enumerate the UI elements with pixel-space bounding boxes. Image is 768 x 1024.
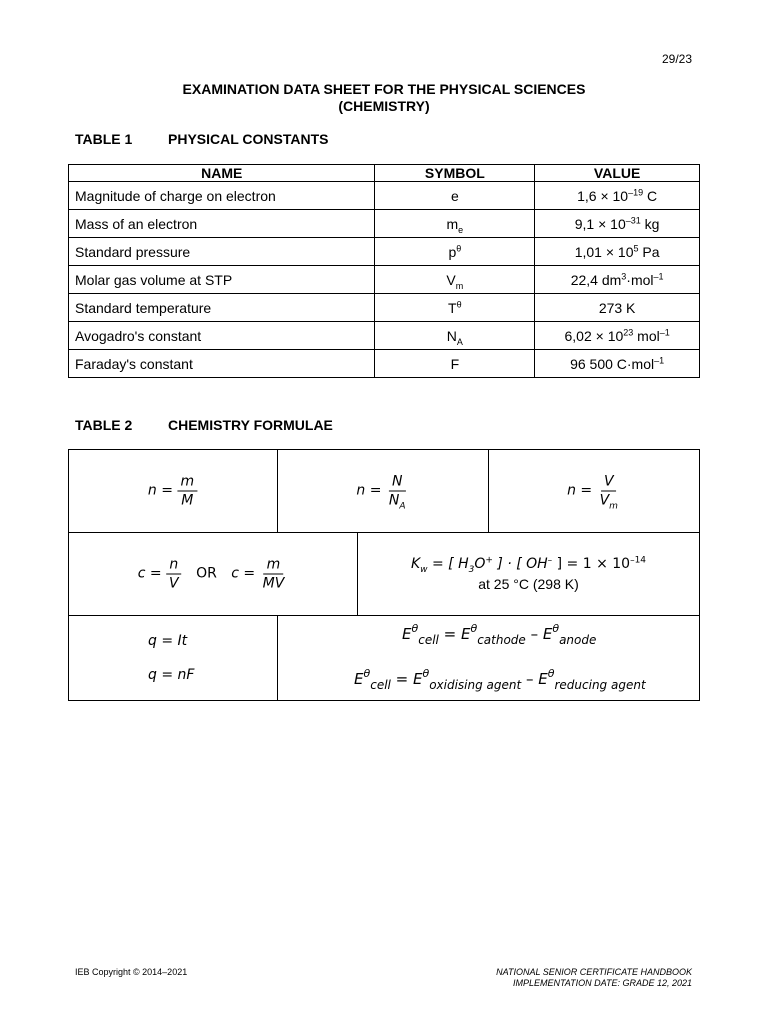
page-number: 29/23: [661, 52, 692, 66]
table2-title: CHEMISTRY FORMULAE: [168, 417, 333, 433]
constant-symbol: $p^\theta$: [375, 238, 535, 266]
table-row: [69, 294, 700, 322]
constant-symbol: $N_A$: [375, 322, 535, 350]
table2-label: TABLE 2: [75, 417, 133, 433]
table-row: [69, 210, 700, 238]
emf-oxidising-reducing: $E^\theta_{cell} = E^\theta_{oxidising agent} - E^\theta_{reducing agent}$: [354, 667, 646, 692]
formula-water-ionisation: $K_w$ = [ $H_3O^+$ ] · [ OH– ] = $1 \times 10^{-14}$ at 25 °C (298 K): [410, 554, 647, 592]
constant-name: Molar gas volume at STP: [69, 266, 375, 294]
constant-name: Avogadro's constant: [69, 322, 375, 350]
constant-symbol: $V_m$: [375, 266, 535, 294]
kw-conditions: at 25 °C (298 K): [478, 575, 579, 592]
column-header-name: NAME: [69, 165, 375, 182]
title-line-2: (CHEMISTRY): [338, 98, 430, 114]
column-header-value: VALUE: [535, 165, 700, 182]
table-row: [69, 182, 700, 210]
table-header-row: [69, 165, 700, 182]
formula-charge: q = It q = nF: [148, 633, 195, 683]
formula-moles-mass: n = $\frac{m}{M}$: [68, 449, 277, 532]
constant-symbol: $m_e$: [375, 210, 535, 238]
table1-label: TABLE 1: [75, 131, 133, 147]
formulae-row-2: [68, 532, 700, 615]
formula-cell-emf: [277, 615, 700, 701]
constant-name: Magnitude of charge on electron: [69, 182, 375, 210]
constant-name: Standard temperature: [69, 294, 375, 322]
constant-value: 273 K: [535, 294, 700, 322]
formula-moles-particles: n = $\frac{N}{N_A}$: [356, 473, 406, 511]
formulae-row-3: [68, 615, 700, 701]
constant-value: 96 500 C·mol$^{-1}$: [535, 350, 700, 378]
constant-value: $1,6 \times 10^{-19}$ C: [535, 182, 700, 210]
table-row: [69, 238, 700, 266]
constant-symbol: e: [375, 182, 535, 210]
constant-name: Faraday's constant: [69, 350, 375, 378]
handbook-footer: NATIONAL SENIOR CERTIFICATE HANDBOOK IMPLEMENTATION DATE: GRADE 12, 2021: [496, 967, 692, 988]
emf-cathode-anode: $E^\theta_{cell} = E^\theta_{cathode} - E^\theta_{anode}$: [402, 622, 597, 647]
table2-heading: [75, 417, 333, 433]
constant-name: Standard pressure: [69, 238, 375, 266]
column-header-symbol: SYMBOL: [375, 165, 535, 182]
copyright-footer: IEB Copyright © 2014–2021: [75, 967, 188, 977]
table1-heading: [75, 131, 329, 147]
table-row: [69, 266, 700, 294]
constant-value: $1,01 \times 10^5$ Pa: [535, 238, 700, 266]
constant-name: Mass of an electron: [69, 210, 375, 238]
formula-concentration: c = $\frac{n}{V}$ OR c = $\frac{m}{MV}$: [137, 556, 285, 591]
formula-moles-volume: n = $\frac{V}{V_m}$: [567, 473, 618, 511]
constant-symbol: $T^\theta$: [375, 294, 535, 322]
constant-value: $6,02 \times 10^{23}$ mol$^{-1}$: [535, 322, 700, 350]
constant-value: 22,4 $dm^3\cdot mol^{-1}$: [535, 266, 700, 294]
formulae-row-1: [68, 449, 700, 532]
constant-symbol: F: [375, 350, 535, 378]
table-row: [69, 322, 700, 350]
table-row: [69, 350, 700, 378]
page-title: [0, 81, 768, 115]
physical-constants-table: [68, 164, 700, 378]
table1-title: PHYSICAL CONSTANTS: [168, 131, 329, 147]
title-line-1: EXAMINATION DATA SHEET FOR THE PHYSICAL SCIENCES: [182, 81, 586, 97]
constant-value: $9,1 \times 10^{-31}$ kg: [535, 210, 700, 238]
